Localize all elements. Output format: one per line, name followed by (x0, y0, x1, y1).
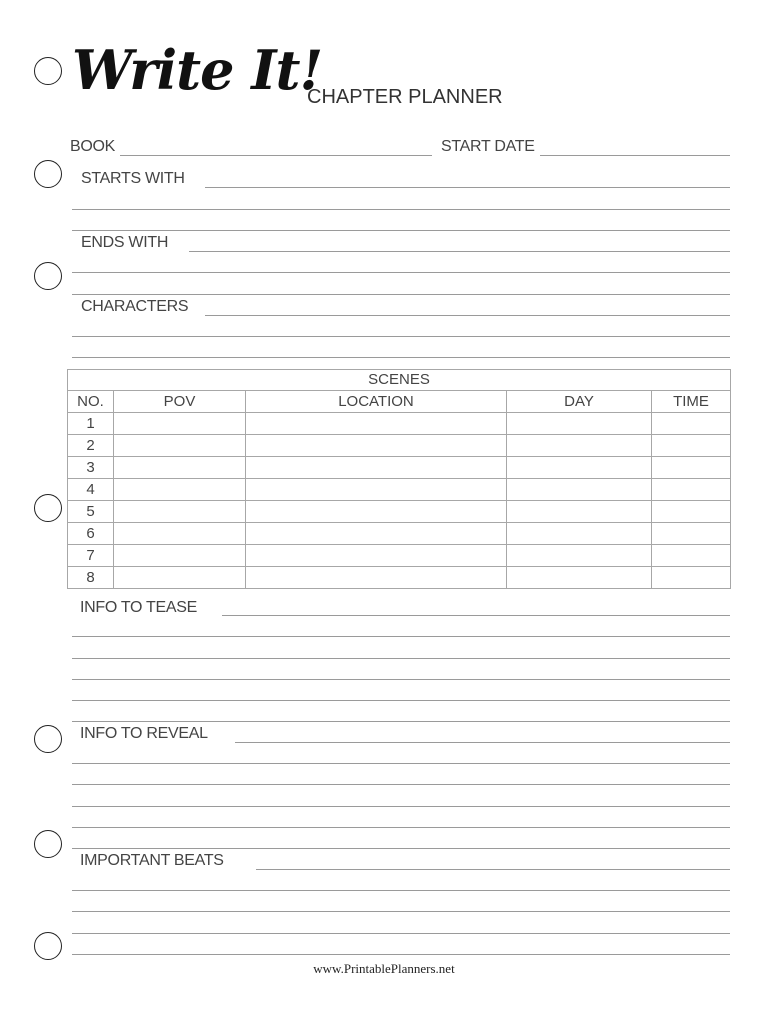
info-to-tease-line[interactable] (222, 615, 730, 616)
time-cell[interactable] (652, 435, 731, 457)
footer-website: www.PrintablePlanners.net (313, 961, 455, 976)
day-cell[interactable] (507, 545, 652, 567)
writing-line[interactable] (72, 209, 730, 210)
column-header-location: LOCATION (246, 391, 507, 413)
day-cell[interactable] (507, 457, 652, 479)
location-cell[interactable] (246, 523, 507, 545)
info-to-reveal-line[interactable] (235, 742, 730, 743)
info-to-tease-label: INFO TO TEASE (80, 599, 198, 616)
writing-line[interactable] (72, 336, 730, 337)
time-cell[interactable] (652, 479, 731, 501)
scenes-table (67, 369, 731, 589)
planner-logo: Write It! (72, 38, 323, 102)
writing-line[interactable] (72, 700, 730, 701)
table-row (68, 435, 731, 457)
binder-hole (34, 57, 62, 85)
writing-line[interactable] (72, 721, 730, 722)
info-to-reveal-label: INFO TO REVEAL (80, 725, 208, 742)
time-cell[interactable] (652, 523, 731, 545)
location-cell[interactable] (246, 457, 507, 479)
time-cell[interactable] (652, 545, 731, 567)
column-header-day: DAY (507, 391, 652, 413)
table-row (68, 545, 731, 567)
pov-cell[interactable] (114, 435, 246, 457)
writing-line[interactable] (72, 272, 730, 273)
writing-line[interactable] (72, 933, 730, 934)
column-header-no: NO. (68, 391, 114, 413)
column-header-time: TIME (652, 391, 731, 413)
writing-line[interactable] (72, 763, 730, 764)
time-cell[interactable] (652, 501, 731, 523)
writing-line[interactable] (72, 848, 730, 849)
start-date-line[interactable] (540, 155, 730, 156)
pov-cell[interactable] (114, 413, 246, 435)
location-cell[interactable] (246, 413, 507, 435)
writing-line[interactable] (72, 636, 730, 637)
pov-cell[interactable] (114, 545, 246, 567)
ends-with-line[interactable] (189, 251, 730, 252)
characters-line[interactable] (205, 315, 730, 316)
scene-number: 2 (68, 435, 114, 457)
start-date-label: START DATE (441, 138, 535, 155)
pov-cell[interactable] (114, 523, 246, 545)
writing-line[interactable] (72, 911, 730, 912)
table-row (68, 501, 731, 523)
day-cell[interactable] (507, 435, 652, 457)
table-row (68, 523, 731, 545)
binder-hole (34, 932, 62, 960)
characters-label: CHARACTERS (81, 298, 189, 315)
writing-line[interactable] (72, 230, 730, 231)
table-row (68, 567, 731, 589)
pov-cell[interactable] (114, 567, 246, 589)
pov-cell[interactable] (114, 479, 246, 501)
day-cell[interactable] (507, 479, 652, 501)
scene-number: 4 (68, 479, 114, 501)
writing-line[interactable] (72, 827, 730, 828)
pov-cell[interactable] (114, 457, 246, 479)
time-cell[interactable] (652, 567, 731, 589)
scene-number: 1 (68, 413, 114, 435)
binder-hole (34, 262, 62, 290)
location-cell[interactable] (246, 545, 507, 567)
scene-number: 7 (68, 545, 114, 567)
day-cell[interactable] (507, 413, 652, 435)
location-cell[interactable] (246, 567, 507, 589)
book-line[interactable] (120, 155, 432, 156)
binder-hole (34, 160, 62, 188)
writing-line[interactable] (72, 679, 730, 680)
starts-with-label: STARTS WITH (81, 170, 185, 187)
time-cell[interactable] (652, 413, 731, 435)
ends-with-label: ENDS WITH (81, 234, 169, 251)
writing-line[interactable] (72, 784, 730, 785)
time-cell[interactable] (652, 457, 731, 479)
writing-line[interactable] (72, 658, 730, 659)
binder-hole (34, 494, 62, 522)
scene-number: 5 (68, 501, 114, 523)
table-row (68, 457, 731, 479)
day-cell[interactable] (507, 523, 652, 545)
location-cell[interactable] (246, 435, 507, 457)
binder-hole (34, 725, 62, 753)
table-row (68, 479, 731, 501)
table-row (68, 413, 731, 435)
day-cell[interactable] (507, 567, 652, 589)
writing-line[interactable] (72, 294, 730, 295)
binder-hole (34, 830, 62, 858)
location-cell[interactable] (246, 479, 507, 501)
scenes-title: SCENES (68, 370, 731, 391)
scene-number: 3 (68, 457, 114, 479)
writing-line[interactable] (72, 357, 730, 358)
writing-line[interactable] (72, 806, 730, 807)
page-title: CHAPTER PLANNER (307, 86, 503, 108)
important-beats-line[interactable] (256, 869, 730, 870)
scene-number: 6 (68, 523, 114, 545)
pov-cell[interactable] (114, 501, 246, 523)
book-label: BOOK (70, 138, 116, 155)
writing-line[interactable] (72, 954, 730, 955)
important-beats-label: IMPORTANT BEATS (80, 852, 224, 869)
starts-with-line[interactable] (205, 187, 730, 188)
writing-line[interactable] (72, 890, 730, 891)
location-cell[interactable] (246, 501, 507, 523)
day-cell[interactable] (507, 501, 652, 523)
column-header-pov: POV (114, 391, 246, 413)
scene-number: 8 (68, 567, 114, 589)
